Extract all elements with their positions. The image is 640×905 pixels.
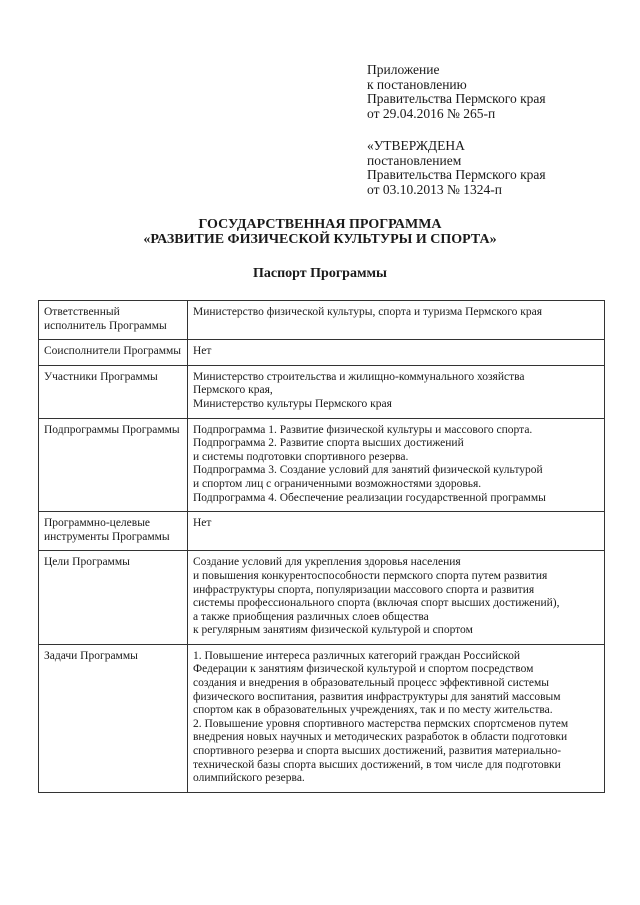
row-label: Участники Программы <box>39 365 188 418</box>
value-line: Пермского края, <box>193 384 273 397</box>
value-line: Министерство строительства и жилищно-коммунального хозяйства <box>193 370 525 383</box>
appendix-line: Правительства Пермского края <box>367 91 546 106</box>
table-row <box>39 301 605 340</box>
value-line: Министерство физической культуры, спорта и туризма Пермского края <box>193 306 542 318</box>
value-line: олимпийского резерва. <box>193 772 305 785</box>
row-value <box>188 301 605 340</box>
table-row <box>39 551 605 645</box>
row-value <box>188 644 605 792</box>
value-line: физического воспитания, развития инфраструктуры для занятий массовым <box>193 690 561 703</box>
passport-table <box>38 300 605 793</box>
program-title-line: ГОСУДАРСТВЕННАЯ ПРОГРАММА <box>198 217 442 232</box>
value-line: спортом как в образовательных учреждениях, так и по месту жительства. <box>193 704 553 717</box>
row-label: Подпрограммы Программы <box>39 418 188 512</box>
row-label: Программно-целевые инструменты Программы <box>39 512 188 551</box>
approval-line: постановлением <box>367 152 462 168</box>
row-label: Соисполнители Программы <box>39 340 188 366</box>
value-line: Министерство культуры Пермского края <box>193 397 392 410</box>
row-label: Цели Программы <box>39 551 188 645</box>
value-line: инфраструктуры спорта, популяризации массового спорта и развития <box>193 583 535 596</box>
passport-title: Паспорт Программы <box>253 266 387 281</box>
program-title-line: «РАЗВИТИЕ ФИЗИЧЕСКОЙ КУЛЬТУРЫ И СПОРТА» <box>143 231 497 247</box>
value-line: и спортом лиц с ограниченными возможностями здоровья. <box>193 477 482 490</box>
table-row <box>39 644 605 792</box>
value-line: Создание условий для укрепления здоровья населения <box>193 556 461 569</box>
appendix-line: к постановлению <box>367 76 467 92</box>
value-line: Федерации к занятиям физической культурой и спортом посредством <box>193 663 534 676</box>
value-line: и повышения конкурентоспособности пермского спорта путем развития <box>193 569 548 582</box>
value-line: Нет <box>193 517 212 530</box>
row-value <box>188 551 605 645</box>
value-line: Подпрограмма 4. Обеспечение реализации государственной программы <box>193 491 546 504</box>
appendix-line: от 29.04.2016 № 265-п <box>367 105 496 121</box>
value-line: Нет <box>193 345 212 358</box>
row-value <box>188 365 605 418</box>
value-line: к регулярным занятиям физической культурой и спортом <box>193 624 473 637</box>
appendix-line: Приложение <box>367 62 440 77</box>
value-line: внедрения новых научных и методических разработок в области подготовки <box>193 731 568 744</box>
row-value <box>188 418 605 512</box>
approval-line: Правительства Пермского края <box>367 167 546 182</box>
row-value <box>188 340 605 366</box>
value-line: системы профессионального спорта (включая спорт высших достижений), <box>193 597 560 610</box>
value-line: Подпрограмма 3. Создание условий для занятий физической культурой <box>193 464 543 477</box>
table-row <box>39 340 605 366</box>
value-line: создания и внедрения в образовательный процесс эффективной системы <box>193 677 550 690</box>
appendix-block <box>367 63 546 121</box>
value-line: а также приобщения различных слоев общества <box>193 610 429 623</box>
value-line: и системы подготовки спортивного резерва. <box>193 450 409 463</box>
approval-line: от 03.10.2013 № 1324-п <box>367 181 502 197</box>
value-line: 1. Повышение интереса различных категорий граждан Российской <box>193 649 520 662</box>
value-line: Подпрограмма 2. Развитие спорта высших достижений <box>193 437 464 450</box>
row-value <box>188 512 605 551</box>
table-row <box>39 365 605 418</box>
approval-block <box>367 139 546 197</box>
approval-line: «УТВЕРЖДЕНА <box>367 138 465 153</box>
value-line: технической базы спорта высших достижений, в том числе для подготовки <box>193 758 561 771</box>
value-line: спортивного резерва и спорта высших достижений, развития материально- <box>193 745 562 758</box>
table-row <box>39 512 605 551</box>
value-line: 2. Повышение уровня спортивного мастерства пермских спортсменов путем <box>193 717 569 730</box>
program-title <box>0 218 640 247</box>
value-line: Подпрограмма 1. Развитие физической культуры и массового спорта. <box>193 423 533 436</box>
row-label: Задачи Программы <box>39 644 188 792</box>
row-label: Ответственный исполнитель Программы <box>39 301 188 340</box>
table-row <box>39 418 605 512</box>
